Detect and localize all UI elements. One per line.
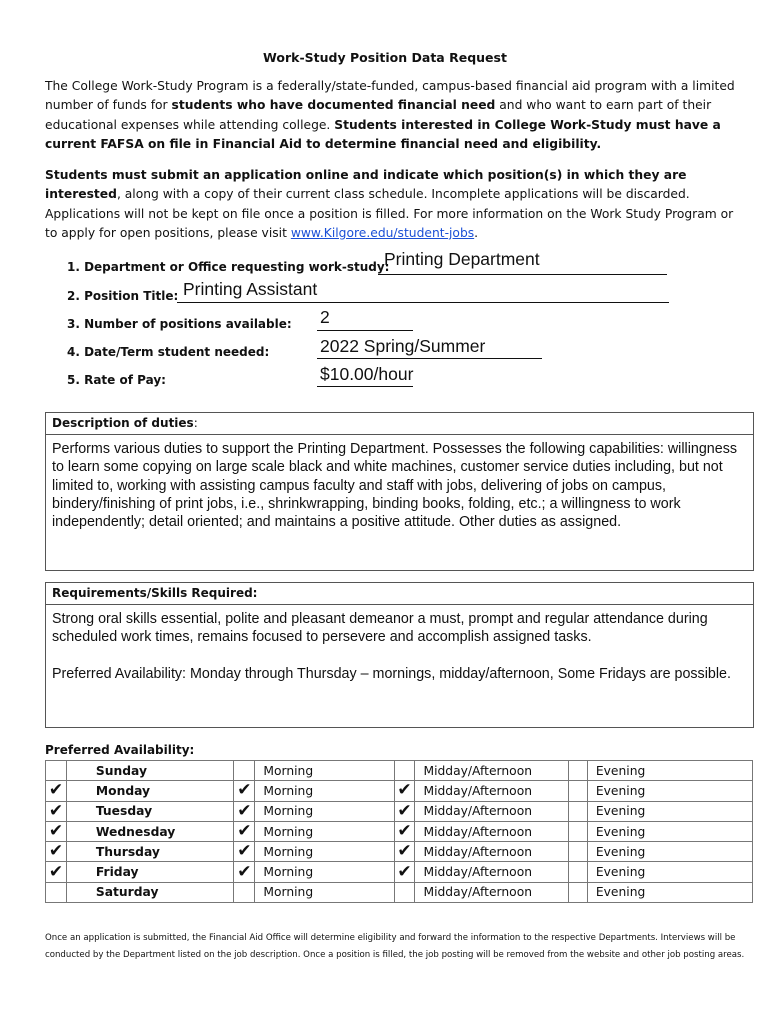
morning-checkbox[interactable] (234, 781, 255, 801)
intro-bold-1: students who have documented financial need (171, 98, 496, 113)
pay-label: 5. Rate of Pay: (67, 373, 166, 387)
morning-checkbox[interactable] (234, 761, 255, 781)
evening-label: Evening (587, 801, 752, 821)
evening-label: Evening (587, 862, 752, 882)
availability-row-friday (46, 862, 753, 882)
evening-checkbox[interactable] (569, 781, 588, 801)
morning-label: Morning (255, 882, 394, 902)
availability-row-wednesday (46, 821, 753, 841)
evening-label: Evening (587, 882, 752, 902)
midday-label: Midday/Afternoon (415, 842, 569, 862)
morning-checkbox[interactable] (234, 842, 255, 862)
morning-label: Morning (255, 862, 394, 882)
position-title-label: 2. Position Title: (67, 289, 179, 303)
availability-row-tuesday (46, 801, 753, 821)
evening-label: Evening (587, 821, 752, 841)
term-value: 2022 Spring/Summer (320, 336, 486, 356)
midday-label: Midday/Afternoon (415, 882, 569, 902)
availability-row-saturday (46, 882, 753, 902)
check-mark-icon: ✔ (237, 821, 252, 842)
check-mark-icon: ✔ (397, 800, 412, 821)
morning-label: Morning (255, 761, 394, 781)
positions-count-field[interactable] (317, 308, 413, 331)
check-mark-icon: ✔ (397, 821, 412, 842)
check-mark-icon: ✔ (237, 780, 252, 801)
requirements-heading: Requirements/Skills Required: (46, 583, 753, 605)
day-checkbox[interactable] (46, 761, 67, 781)
page-title: Work-Study Position Data Request (263, 50, 507, 65)
day-label: Saturday (66, 882, 234, 902)
intro-bold-2: Students interested in College Work-Study must have a current FAFSA on file in Financial Aid to determine financial need and eligibility. (45, 117, 721, 151)
instructions-end: . (474, 225, 479, 240)
requirements-paragraph-2: Preferred Availability: Monday through Thursday – mornings, midday/afternoon, Some Fridays are possible. (52, 665, 731, 682)
midday-checkbox[interactable] (394, 862, 415, 882)
availability-title: Preferred Availability: (45, 743, 195, 757)
evening-checkbox[interactable] (569, 882, 588, 902)
check-mark-icon: ✔ (397, 780, 412, 801)
availability-row-monday (46, 781, 753, 801)
intro-paragraph (45, 77, 735, 154)
midday-label: Midday/Afternoon (415, 781, 569, 801)
availability-row-thursday (46, 842, 753, 862)
student-jobs-link[interactable]: www.Kilgore.edu/student-jobs (290, 225, 475, 240)
availability-table (45, 760, 753, 903)
day-label: Tuesday (66, 801, 234, 821)
morning-checkbox[interactable] (234, 821, 255, 841)
day-checkbox[interactable] (46, 862, 67, 882)
duties-box (45, 412, 754, 571)
midday-checkbox[interactable] (394, 781, 415, 801)
morning-label: Morning (255, 801, 394, 821)
check-mark-icon: ✔ (48, 821, 64, 842)
midday-checkbox[interactable] (394, 801, 415, 821)
midday-label: Midday/Afternoon (415, 862, 569, 882)
duties-heading (46, 413, 753, 435)
morning-checkbox[interactable] (234, 801, 255, 821)
check-mark-icon: ✔ (48, 800, 64, 821)
morning-checkbox[interactable] (234, 862, 255, 882)
duties-text[interactable]: Performs various duties to support the Printing Department. Possesses the following capabilities: willingness to learn some copying on large scale black and white machines, customer service duties including, but not limited to, working with assisting campus faculty and staff with jobs, delivering of jobs on campus, bindery/finishing of print jobs, i.e., shrinkwrapping, binding books, folding, etc.; a willingness to work independently; detail oriented; and maintains a positive attitude. Other duties as assigned. (52, 441, 737, 531)
instructions-paragraph (45, 166, 735, 243)
day-label: Sunday (66, 761, 234, 781)
day-checkbox[interactable] (46, 842, 67, 862)
check-mark-icon: ✔ (237, 841, 252, 862)
day-label: Friday (66, 862, 234, 882)
check-mark-icon: ✔ (397, 841, 412, 862)
check-mark-icon: ✔ (48, 841, 64, 862)
check-mark-icon: ✔ (397, 861, 412, 882)
day-checkbox[interactable] (46, 821, 67, 841)
evening-checkbox[interactable] (569, 842, 588, 862)
day-checkbox[interactable] (46, 882, 67, 902)
intro-text-2: and who want to earn part of their educational expenses while attending college. (45, 98, 712, 132)
day-label: Wednesday (66, 821, 234, 841)
morning-label: Morning (255, 842, 394, 862)
midday-checkbox[interactable] (394, 882, 415, 902)
evening-label: Evening (587, 781, 752, 801)
midday-label: Midday/Afternoon (415, 821, 569, 841)
evening-checkbox[interactable] (569, 801, 588, 821)
midday-checkbox[interactable] (394, 761, 415, 781)
requirements-box (45, 582, 754, 728)
check-mark-icon: ✔ (48, 780, 64, 801)
evening-label: Evening (587, 761, 752, 781)
evening-checkbox[interactable] (569, 761, 588, 781)
term-label: 4. Date/Term student needed: (67, 345, 270, 359)
evening-label: Evening (587, 842, 752, 862)
morning-label: Morning (255, 781, 394, 801)
position-title-value: Printing Assistant (183, 279, 318, 299)
midday-checkbox[interactable] (394, 842, 415, 862)
positions-count-value: 2 (320, 307, 330, 327)
evening-checkbox[interactable] (569, 862, 588, 882)
day-checkbox[interactable] (46, 781, 67, 801)
check-mark-icon: ✔ (237, 861, 252, 882)
day-label: Thursday (66, 842, 234, 862)
instructions-text: , along with a copy of their current class schedule. Incomplete applications will be discarded. Applications will not be kept on file once a position is filled. For more information on the Work Study Program or to apply for open positions, please visit (45, 187, 734, 240)
availability-row-sunday (46, 761, 753, 781)
check-mark-icon: ✔ (237, 800, 252, 821)
day-checkbox[interactable] (46, 801, 67, 821)
instructions-bold: Students must submit an application online and indicate which position(s) in which they are interested (45, 168, 687, 202)
department-label: 1. Department or Office requesting work-study: (67, 260, 390, 274)
intro-text-1: The College Work-Study Program is a federally/state-funded, campus-based financial aid program with a limited number of funds for (45, 79, 735, 113)
duties-heading-colon: : (193, 416, 198, 430)
department-value: Printing Department (384, 249, 540, 269)
evening-checkbox[interactable] (569, 821, 588, 841)
footer-note: Once an application is submitted, the Financial Aid Office will determine eligibility and forward the information to the respective Departments. Interviews will be conducted by the Department listed on the job description. Once a position is filled, the job posting will be removed from the website and other job posting areas. (45, 933, 745, 960)
morning-checkbox[interactable] (234, 882, 255, 902)
requirements-paragraph-1: Strong oral skills essential, polite and pleasant demeanor a must, prompt and regular attendance during scheduled work times, remains focused to persevere and accomplish assigned tasks. (52, 611, 708, 646)
check-mark-icon: ✔ (48, 861, 64, 882)
morning-label: Morning (255, 821, 394, 841)
pay-value: $10.00/hour (320, 364, 414, 384)
day-label: Monday (66, 781, 234, 801)
midday-label: Midday/Afternoon (415, 801, 569, 821)
positions-count-label: 3. Number of positions available: (67, 317, 292, 331)
duties-heading-text: Description of duties (52, 416, 194, 430)
requirements-text[interactable] (46, 605, 753, 683)
midday-checkbox[interactable] (394, 821, 415, 841)
midday-label: Midday/Afternoon (415, 761, 569, 781)
